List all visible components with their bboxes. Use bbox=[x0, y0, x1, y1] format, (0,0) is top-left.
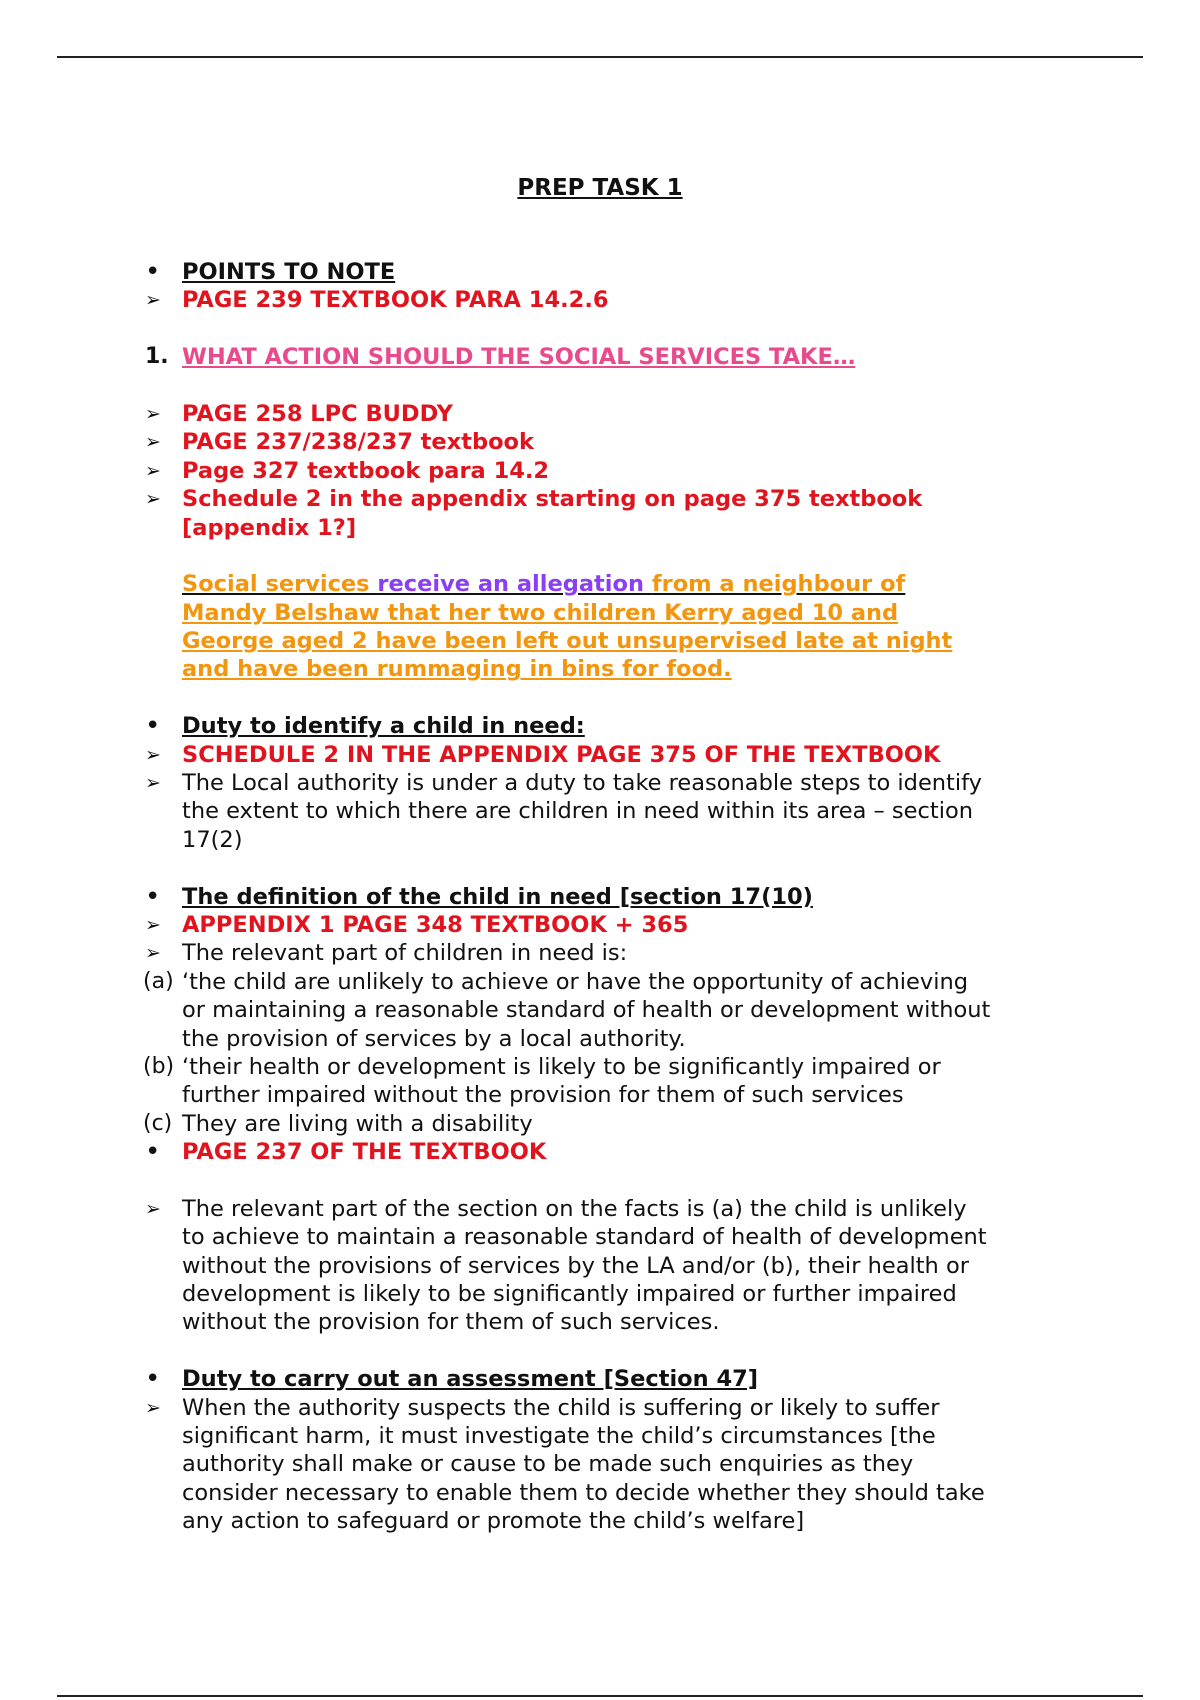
body-text: the provision of services by a local authority. bbox=[182, 1025, 686, 1052]
list-item-continuation bbox=[0, 826, 1200, 854]
body-text: any action to safeguard or promote the child’s welfare] bbox=[182, 1508, 805, 1535]
facts-text: Mandy Belshaw that her two children Kerry aged 10 and bbox=[182, 599, 899, 626]
list-item bbox=[0, 883, 1200, 911]
body-text: They are living with a disability bbox=[182, 1110, 533, 1137]
body-text: The Local authority is under a duty to take reasonable steps to identify bbox=[182, 770, 982, 797]
body-text: ‘the child are unlikely to achieve or have the opportunity of achieving bbox=[182, 968, 969, 995]
section-heading: Duty to identify a child in need: bbox=[182, 713, 585, 740]
reference-text: PAGE 258 LPC BUDDY bbox=[182, 400, 453, 427]
question-heading: WHAT ACTION SHOULD THE SOCIAL SERVICES TAKE… bbox=[182, 344, 856, 371]
reference-text: PAGE 237 OF THE TEXTBOOK bbox=[182, 1139, 547, 1166]
list-item-continuation bbox=[0, 514, 1200, 542]
footer-rule bbox=[57, 1695, 1143, 1697]
bullet-icon: • bbox=[145, 1137, 161, 1168]
reference-text: Schedule 2 in the appendix starting on page 375 textbook bbox=[182, 486, 923, 513]
section-heading: Duty to carry out an assessment [Section 47] bbox=[182, 1366, 759, 1393]
list-item-continuation bbox=[0, 1252, 1200, 1280]
list-item-continuation bbox=[0, 1422, 1200, 1450]
body-text: or maintaining a reasonable standard of health or development without bbox=[182, 997, 991, 1024]
header-rule bbox=[57, 56, 1143, 58]
facts-line bbox=[0, 627, 1200, 655]
body-text: development is likely to be significantly impaired or further impaired bbox=[182, 1281, 957, 1308]
body-text: When the authority suspects the child is suffering or likely to suffer bbox=[182, 1394, 940, 1421]
arrow-bullet-icon: ➢ bbox=[145, 913, 161, 936]
body-text: ‘their health or development is likely to be significantly impaired or bbox=[182, 1053, 941, 1080]
facts-text: and have been rummaging in bins for food. bbox=[182, 656, 732, 683]
list-item bbox=[0, 1195, 1200, 1223]
body-text: without the provisions of services by the LA and/or (b), their health or bbox=[182, 1252, 969, 1279]
reference-text: [appendix 1?] bbox=[182, 514, 357, 541]
bullet-icon: • bbox=[145, 257, 161, 287]
reference-text: Page 327 textbook para 14.2 bbox=[182, 457, 550, 484]
body-text: to achieve to maintain a reasonable standard of health of development bbox=[182, 1224, 987, 1251]
arrow-bullet-icon: ➢ bbox=[145, 431, 161, 454]
list-item-continuation bbox=[0, 996, 1200, 1024]
list-letter: (a) bbox=[143, 968, 174, 994]
list-item bbox=[0, 485, 1200, 513]
facts-line bbox=[0, 570, 1200, 598]
list-item bbox=[0, 286, 1200, 314]
points-heading: POINTS TO NOTE bbox=[182, 259, 396, 285]
list-item-continuation bbox=[0, 1223, 1200, 1251]
list-item-continuation bbox=[0, 1479, 1200, 1507]
list-item-continuation bbox=[0, 1081, 1200, 1109]
list-item bbox=[0, 712, 1200, 740]
facts-line bbox=[0, 655, 1200, 683]
reference-text: PAGE 237/238/237 textbook bbox=[182, 429, 534, 456]
list-item-continuation bbox=[0, 797, 1200, 825]
arrow-bullet-icon: ➢ bbox=[145, 1396, 161, 1419]
reference-text: APPENDIX 1 PAGE 348 TEXTBOOK + 365 bbox=[182, 911, 689, 938]
list-item-continuation bbox=[0, 1450, 1200, 1478]
list-item bbox=[0, 400, 1200, 428]
bullet-icon: • bbox=[145, 1364, 161, 1395]
arrow-bullet-icon: ➢ bbox=[145, 1197, 161, 1220]
body-text: 17(2) bbox=[182, 826, 243, 853]
list-item bbox=[0, 1053, 1200, 1081]
facts-text: Social services bbox=[182, 571, 378, 598]
list-item bbox=[0, 939, 1200, 967]
arrow-bullet-icon: ➢ bbox=[145, 459, 161, 482]
list-item bbox=[0, 911, 1200, 939]
body-text: without the provision for them of such services. bbox=[182, 1309, 720, 1336]
arrow-bullet-icon: ➢ bbox=[145, 402, 161, 425]
facts-text: from a neighbour of bbox=[651, 571, 906, 598]
reference-text: PAGE 239 TEXTBOOK PARA 14.2.6 bbox=[182, 287, 609, 314]
facts-line bbox=[0, 599, 1200, 627]
arrow-bullet-icon: ➢ bbox=[145, 942, 161, 965]
list-item-continuation bbox=[0, 1280, 1200, 1308]
body-text: further impaired without the provision for them of such services bbox=[182, 1082, 904, 1109]
list-item-continuation bbox=[0, 1507, 1200, 1535]
facts-text: George aged 2 have been left out unsupervised late at night bbox=[182, 628, 953, 655]
list-item bbox=[0, 769, 1200, 797]
document-body bbox=[0, 258, 1200, 1536]
body-text: The relevant part of the section on the facts is (a) the child is unlikely bbox=[182, 1195, 967, 1222]
list-item bbox=[0, 1365, 1200, 1393]
page-title: PREP TASK 1 bbox=[517, 175, 683, 201]
list-item bbox=[0, 741, 1200, 769]
section-heading: The definition of the child in need [section 17(10) bbox=[182, 883, 813, 910]
arrow-bullet-icon: ➢ bbox=[145, 743, 161, 766]
list-item bbox=[0, 457, 1200, 485]
list-item bbox=[0, 1110, 1200, 1138]
arrow-bullet-icon: ➢ bbox=[145, 488, 161, 511]
list-item-continuation bbox=[0, 1308, 1200, 1336]
list-item bbox=[0, 428, 1200, 456]
arrow-bullet-icon: ➢ bbox=[145, 289, 161, 312]
list-item-continuation bbox=[0, 1025, 1200, 1053]
list-item bbox=[0, 1138, 1200, 1166]
bullet-icon: • bbox=[145, 881, 161, 912]
bullet-icon: • bbox=[145, 711, 161, 742]
body-text: significant harm, it must investigate the child’s circumstances [the bbox=[182, 1423, 936, 1450]
body-text: the extent to which there are children in need within its area – section bbox=[182, 798, 973, 825]
arrow-bullet-icon: ➢ bbox=[145, 772, 161, 795]
list-item bbox=[0, 343, 1200, 371]
body-text: consider necessary to enable them to decide whether they should take bbox=[182, 1479, 985, 1506]
facts-highlight: receive an allegation bbox=[377, 571, 652, 598]
reference-text: SCHEDULE 2 IN THE APPENDIX PAGE 375 OF THE TEXTBOOK bbox=[182, 741, 941, 768]
list-item bbox=[0, 968, 1200, 996]
list-number: 1. bbox=[145, 344, 169, 370]
list-item bbox=[0, 1394, 1200, 1422]
body-text: authority shall make or cause to be made such enquiries as they bbox=[182, 1451, 914, 1478]
list-letter: (c) bbox=[143, 1110, 173, 1136]
body-text: The relevant part of children in need is: bbox=[182, 940, 628, 967]
list-item bbox=[0, 258, 1200, 286]
list-letter: (b) bbox=[143, 1053, 175, 1079]
